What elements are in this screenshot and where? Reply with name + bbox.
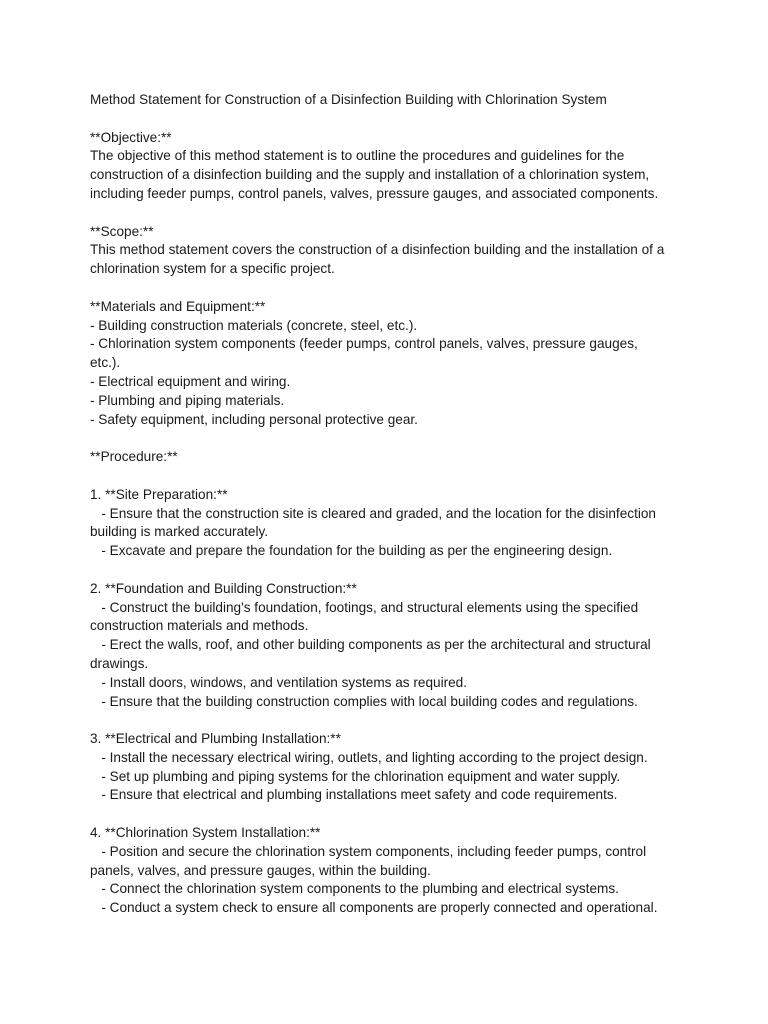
objective-line: The objective of this method statement is to outline the procedures and guidelines for the	[90, 148, 625, 164]
materials-line: - Plumbing and piping materials.	[90, 392, 285, 408]
materials-line: etc.).	[90, 355, 121, 371]
step-line: - Set up plumbing and piping systems for the chlorination equipment and water supply.	[90, 768, 621, 784]
scope-heading: **Scope:**	[90, 223, 154, 239]
spacer	[90, 467, 708, 486]
step-line: construction materials and methods.	[90, 618, 309, 634]
step-line: - Construct the building's foundation, footings, and structural elements using the specified	[90, 599, 639, 615]
step-heading: 1. **Site Preparation:**	[90, 486, 228, 502]
spacer	[90, 561, 708, 580]
step-line: - Excavate and prepare the foundation for the building as per the engineering design.	[90, 543, 613, 559]
materials-line: - Electrical equipment and wiring.	[90, 373, 291, 389]
objective-heading: **Objective:**	[90, 129, 172, 145]
step-line: - Install the necessary electrical wiring, outlets, and lighting according to the project design.	[90, 749, 648, 765]
step-heading: 3. **Electrical and Plumbing Installation:**	[90, 731, 341, 747]
spacer	[90, 711, 708, 730]
procedure-heading: **Procedure:**	[90, 449, 178, 465]
step-heading: 4. **Chlorination System Installation:**	[90, 825, 321, 841]
spacer	[90, 279, 708, 298]
step-line: - Ensure that the construction site is cleared and graded, and the location for the disinfection	[90, 505, 656, 521]
materials-line: - Building construction materials (concrete, steel, etc.).	[90, 317, 418, 333]
materials-heading: **Materials and Equipment:**	[90, 298, 266, 314]
step-line: building is marked accurately.	[90, 524, 269, 540]
step-line: panels, valves, and pressure gauges, within the building.	[90, 862, 431, 878]
document-title: Method Statement for Construction of a Disinfection Building with Chlorination System	[90, 92, 607, 107]
step-line: - Erect the walls, roof, and other building components as per the architectural and structural	[90, 637, 651, 653]
objective-line: including feeder pumps, control panels, valves, pressure gauges, and associated components.	[90, 185, 659, 201]
materials-line: - Safety equipment, including personal protective gear.	[90, 411, 418, 427]
step-line: - Ensure that electrical and plumbing installations meet safety and code requirements.	[90, 787, 618, 803]
spacer	[90, 429, 708, 448]
spacer	[90, 110, 708, 129]
step-line: - Conduct a system check to ensure all components are properly connected and operational.	[90, 900, 658, 916]
step-line: - Connect the chlorination system components to the plumbing and electrical systems.	[90, 881, 619, 897]
objective-line: construction of a disinfection building and the supply and installation of a chlorination system,	[90, 167, 650, 183]
step-line: - Position and secure the chlorination system components, including feeder pumps, control	[90, 843, 647, 859]
step-line: - Install doors, windows, and ventilation systems as required.	[90, 674, 468, 690]
scope-line: chlorination system for a specific project.	[90, 261, 335, 277]
spacer	[90, 805, 708, 824]
materials-line: - Chlorination system components (feeder pumps, control panels, valves, pressure gauges,	[90, 336, 638, 352]
scope-line: This method statement covers the construction of a disinfection building and the installation of a	[90, 242, 665, 258]
step-line: - Ensure that the building construction complies with local building codes and regulations.	[90, 693, 638, 709]
spacer	[90, 204, 708, 223]
step-line: drawings.	[90, 655, 149, 671]
step-heading: 2. **Foundation and Building Construction:**	[90, 580, 357, 596]
